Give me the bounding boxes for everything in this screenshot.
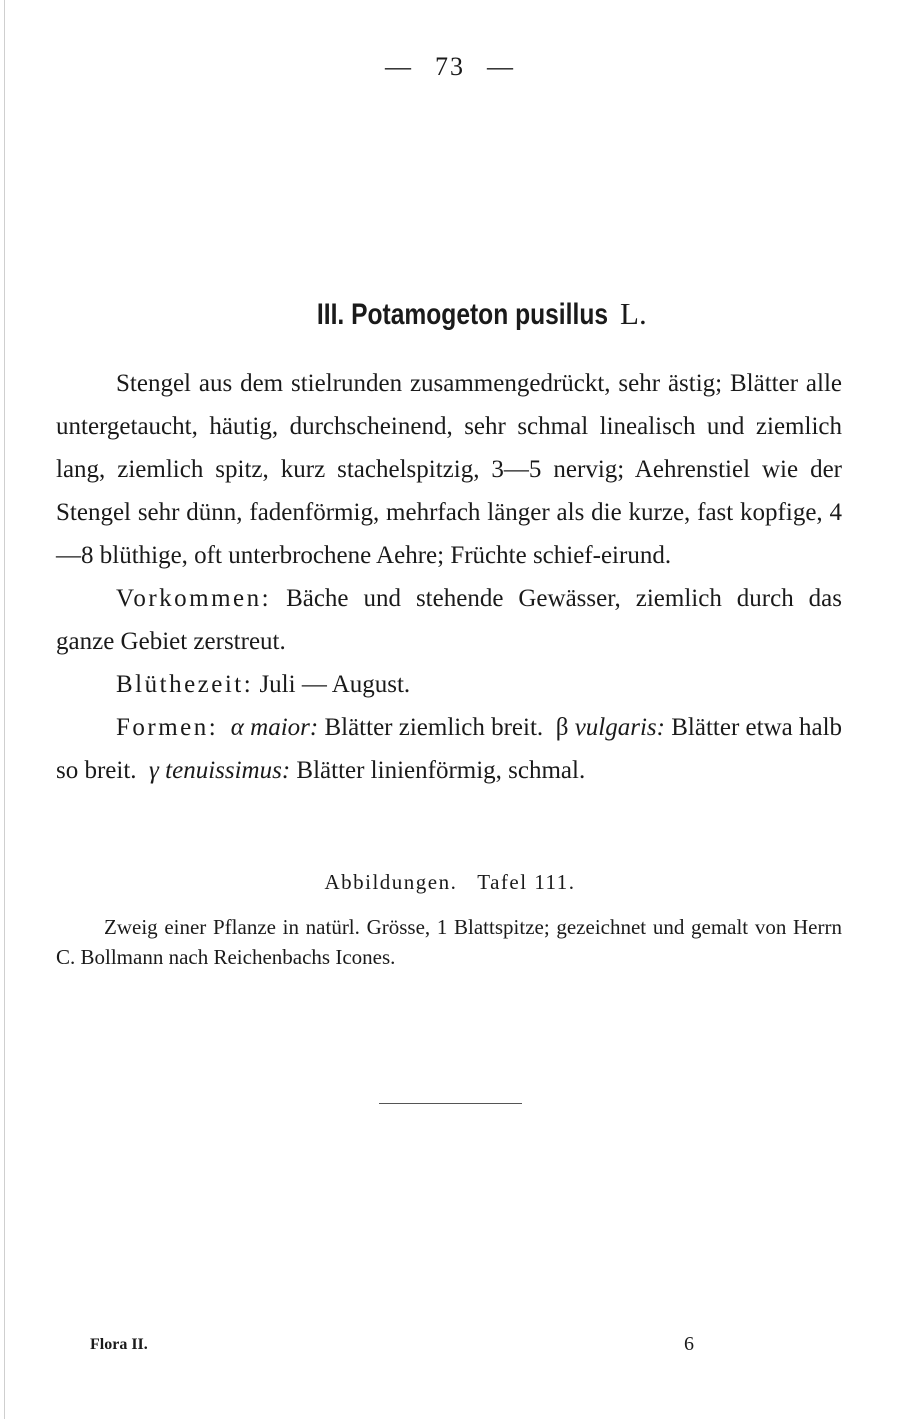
species-name: III. Potamogeton pusillus (317, 298, 609, 331)
bluethezeit-text: Juli — August. (259, 671, 411, 698)
species-description-block (56, 362, 842, 792)
vorkommen-text: Bäche und stehende Gewässer, ziemlich durch das ganze Gebiet zerstreut. (56, 585, 842, 655)
alpha-symbol: α (230, 714, 244, 741)
header-dash-right: — (487, 52, 515, 81)
header-dash-left: — (385, 52, 413, 81)
footer-sheet-number: 6 (684, 1333, 694, 1355)
page-edge-line (4, 0, 5, 1419)
beta-name: vulgaris: (574, 714, 665, 741)
bluethezeit-paragraph (56, 663, 842, 706)
footer-signature: Flora II. (90, 1336, 148, 1353)
alpha-text: Blätter ziemlich breit. (324, 714, 544, 741)
species-author: L. (620, 296, 647, 331)
gamma-text: Blätter linienförmig, schmal. (296, 757, 586, 784)
section-divider (379, 1103, 522, 1104)
vorkommen-paragraph (56, 577, 842, 663)
beta-text: Blätter etwa halb so breit. (56, 714, 843, 784)
species-title (0, 296, 900, 332)
formen-label: Formen: (116, 714, 219, 741)
description-paragraph: Stengel aus dem stielrunden zusammengedrückt, sehr ästig; Blätter alle untergetaucht, häutig, durchscheinend, sehr schmal linealisch und ziemlich lang, ziemlich spitz, kurz stachelspitzig, 3—5 nervig; Aehrenstiel wie der Stengel sehr dünn, fadenförmig, mehrfach länger als die kurze, fast kopfige, 4—8 blüthige, oft unterbrochene Aehre; Früchte schief-eirund. (56, 370, 842, 569)
alpha-name: maior: (250, 714, 319, 741)
gamma-name: tenuissimus: (165, 757, 291, 784)
vorkommen-label: Vorkommen: (116, 585, 272, 612)
bluethezeit-label: Blüthezeit: (116, 671, 254, 698)
page-number-header (0, 52, 900, 82)
page-number: 73 (435, 52, 465, 81)
abbildungen-heading: Abbildungen. Tafel 111. (324, 870, 576, 894)
gamma-symbol: γ (149, 757, 159, 784)
formen-paragraph (56, 706, 842, 792)
abbildungen-text: Zweig einer Pflanze in natürl. Grösse, 1 Blattspitze; gezeichnet und gemalt von Herrn C. Bollmann nach Reichenbachs Icones. (56, 915, 842, 969)
beta-symbol: β (555, 714, 569, 741)
